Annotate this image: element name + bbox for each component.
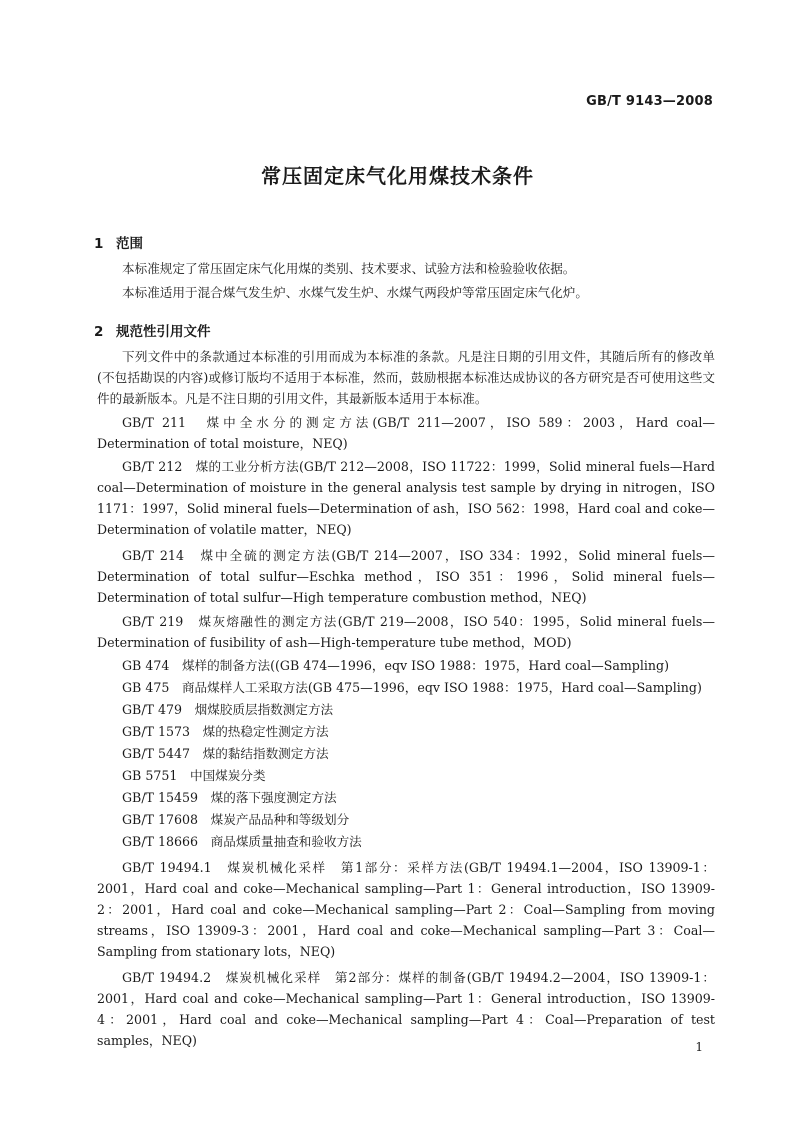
reference-entry: GB/T 211 煤中全水分的测定方法(GB/T 211—2007，ISO 589：2003，Hard coal—Determination of total moisture，NEQ) — [97, 415, 715, 451]
reference-entry — [122, 809, 349, 830]
reference-code: GB/T 5447 — [122, 746, 191, 761]
reference-entry — [122, 765, 266, 786]
reference-title: 商品煤质量抽查和验收方法 — [210, 834, 362, 849]
reference-title: 煤的落下强度测定方法 — [210, 790, 337, 805]
reference-entry: GB/T 214 煤中全硫的测定方法(GB/T 214—2007，ISO 334：1992，Solid mineral fuels—Determination of total sulfur—Eschka method，ISO 351：1996，Solid mineral fuels—Determination of total sulfur—High temperature combustion method，NEQ) — [97, 548, 715, 605]
page-number: 1 — [695, 1040, 703, 1054]
reference-code: GB 475 — [122, 680, 170, 695]
section-number: 2 — [94, 324, 104, 340]
section-number: 1 — [94, 236, 104, 252]
standard-code: GB/T 9143—2008 — [586, 94, 713, 109]
reference-entry — [122, 743, 329, 764]
reference-entry — [122, 831, 362, 852]
reference-entry: GB/T 219 煤灰熔融性的测定方法(GB/T 219—2008，ISO 540：1995，Solid mineral fuels—Determination of fusibility of ash—High-temperature tube method，MOD) — [97, 614, 715, 650]
reference-entry: GB/T 19494.1 煤炭机械化采样 第1部分：采样方法(GB/T 19494.1—2004，ISO 13909-1：2001，Hard coal and coke—Mechanical sampling—Part 1：General introduction，ISO 13909-2：2001，Hard coal and coke—Mechanical sampling—Part 2：Coal—Sampling from moving streams，ISO 13909-3：2001，Hard coal and coke—Mechanical sampling—Part 3：Coal—Sampling from stationary lots，NEQ) — [97, 860, 715, 959]
reference-title: 烟煤胶质层指数测定方法 — [194, 702, 334, 717]
section-title: 范围 — [116, 236, 143, 252]
reference-entry: GB/T 19494.2 煤炭机械化采样 第2部分：煤样的制备(GB/T 19494.2—2004，ISO 13909-1：2001，Hard coal and coke—Mechanical sampling—Part 1：General introduction，ISO 13909-4：2001，Hard coal and coke—Mechanical sampling—Part 4：Coal—Preparation of test samples，NEQ) — [97, 970, 715, 1048]
section-1-heading — [94, 232, 143, 252]
reference-entry — [122, 721, 329, 742]
intro-paragraph: 下列文件中的条款通过本标准的引用而成为本标准的条款。凡是注日期的引用文件，其随后所有的修改单(不包括勘误的内容)或修订版均不适用于本标准，然而，鼓励根据本标准达成协议的各方研究是否可使用这些文件的最新版本。凡是不注日期的引用文件，其最新版本适用于本标准。 — [97, 349, 715, 406]
reference-title: 中国煤炭分类 — [189, 768, 266, 783]
reference-entry: GB/T 212 煤的工业分析方法(GB/T 212—2008，ISO 11722：1999，Solid mineral fuels—Hard coal—Determination of moisture in the general analysis test sample by drying in nitrogen，ISO 1171：1997，Solid mineral fuels—Determination of ash，ISO 562：1998，Hard coal and coke—Determination of volatile matter，NEQ) — [97, 459, 715, 537]
reference-code: GB/T 15459 — [122, 790, 199, 805]
reference-title: 煤的黏结指数测定方法 — [202, 746, 329, 761]
reference-entry — [122, 677, 702, 698]
reference-code: GB/T 17608 — [122, 812, 199, 827]
reference-entry — [122, 787, 337, 808]
section-title: 规范性引用文件 — [116, 324, 211, 340]
reference-code: GB 5751 — [122, 768, 178, 783]
reference-code: GB 474 — [122, 658, 170, 673]
reference-code: GB/T 1573 — [122, 724, 191, 739]
reference-code: GB/T 18666 — [122, 834, 199, 849]
reference-code: GB/T 479 — [122, 702, 182, 717]
reference-title: 商品煤样人工采取方法(GB 475—1996，eqv ISO 1988：1975，Hard coal—Sampling) — [181, 680, 702, 695]
reference-title: 煤炭产品品种和等级划分 — [210, 812, 350, 827]
paragraph: 本标准适用于混合煤气发生炉、水煤气发生炉、水煤气两段炉等常压固定床气化炉。 — [122, 285, 588, 300]
document-title: 常压固定床气化用煤技术条件 — [261, 164, 534, 188]
paragraph: 本标准规定了常压固定床气化用煤的类别、技术要求、试验方法和检验验收依据。 — [122, 261, 576, 276]
reference-entry — [122, 699, 333, 720]
reference-title: 煤的热稳定性测定方法 — [202, 724, 329, 739]
reference-title: 煤样的制备方法((GB 474—1996，eqv ISO 1988：1975，Hard coal—Sampling) — [181, 658, 670, 673]
reference-entry — [122, 655, 669, 676]
section-2-heading — [94, 320, 211, 340]
